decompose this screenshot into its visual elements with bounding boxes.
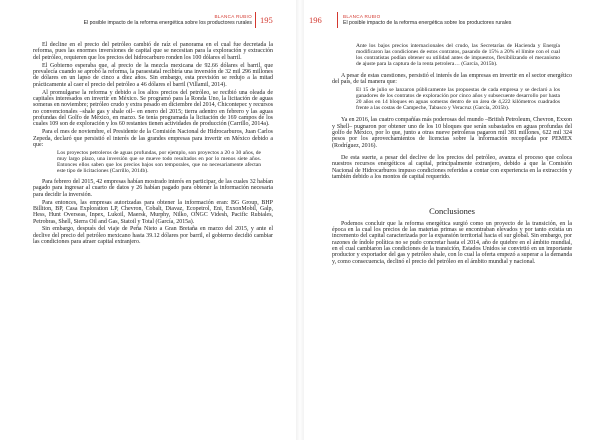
header-author: BLANCA RUBIO bbox=[343, 14, 381, 19]
header-author: BLANCA RUBIO bbox=[214, 14, 252, 19]
paragraph: Para entonces, las empresas autorizadas para obtener la información eran: BG Group, BHP Billiton, BP, Casa Exploration LP, Chevron, Cobalt, Diavaz, Ecopetrol, Eni, ExxonMobil, Galp, Hess, Hunt Overseas, Inpex, Lukoil, Maersk, Murphy, Nilko, ONGC Videsh, Pacific Rubiales, Petrobras, Shell, Sierra Oil and Gas, Statoil y Total (García, 2015a). bbox=[33, 199, 273, 225]
left-body-text bbox=[33, 42, 273, 247]
paragraph: El Gobierno esperaba que, al precio de la mezcla mexicana de 92.66 dólares el barril, que prevalecía cuando se aprobó la reforma, la paraestatal recibiría una inversión de 32 mil 296 millones de dólares en un lapso de cinco a diez años. Sin embargo, esta previsión se redujo a la mitad prácticamente al caer el precio del petróleo a 46 dólares el barril (Villamil, 2014). bbox=[33, 62, 273, 88]
block-quote: Los proyectos petroleros de aguas profundas, por ejemplo, son proyectos a 20 o 30 años, de muy largo plazo, una inversión que se mueve todo resultados en por lo menos siete años. Entonces ellos saben que los precios bajos son temporales, que no necesariamente afectan este tipo de licitaciones (Carrillo, 2014b). bbox=[57, 149, 261, 174]
page-number: 195 bbox=[260, 15, 273, 25]
paragraph: Sin embargo, después del viaje de Peña Nieto a Gran Bretaña en marzo del 2015, y ante el declive del precio del petróleo mexicano hasta 39.12 dólares por barril, el gobierno decidió cambiar las condiciones para atraer capital extranjero. bbox=[33, 226, 273, 246]
header-divider bbox=[337, 12, 338, 28]
page-number: 196 bbox=[309, 15, 322, 25]
header-divider bbox=[255, 12, 256, 28]
left-page bbox=[0, 0, 296, 440]
running-header bbox=[343, 13, 511, 27]
header-subtitle: El posible impacto de la reforma energética sobre los productores rurales bbox=[83, 20, 252, 26]
header-subtitle: El posible impacto de la reforma energética sobre los productores rurales bbox=[343, 20, 512, 26]
paragraph: Podemos concluir que la reforma energética surgió como un proyecto de la transición, en la época en la cual los precios de las materias primas se encontraban elevados y por tanto existía un incremento del capital caracterizada por la expansión territorial hacia el sur global. Sin embargo, por razones de índole política no se pudo concretar hasta el 2014, año de quiebre en el ámbito mundial, en el cual cambiaron las condiciones de la transición, Estados Unidos se convirtió en un importante productor y exportador del gas y petróleo shale, con lo cual la oferta empezó a superar a la demanda y, como consecuencia, declinó el precio del petróleo en el ámbito mundial y nacional. bbox=[332, 220, 572, 265]
block-quote: El 15 de julio se lanzaron públicamente las propuestas de cada empresa y se declaró a los ganadores de los contratos de exploración por cinco años y subsecuente desarrollo por hasta 20 años en 14 bloques en aguas someras dentro de un área de 4,222 kilómetros cuadrados frente a las costas de Campeche, Tabasco y Veracruz (García, 2015b). bbox=[356, 87, 560, 112]
paragraph: Para febrero del 2015, 42 empresas habían mostrado interés en participar, de las cuales 32 habían pagado para ingresar al cuarto de datos y 26 habían pagado para obtener la información necesaria para decidir la inversión. bbox=[33, 178, 273, 198]
running-header bbox=[84, 13, 252, 27]
paragraph: A pesar de estas cuestiones, persistió el interés de las empresas en invertir en el sector energético del país, de tal manera que: bbox=[332, 73, 572, 86]
section-heading: Conclusiones bbox=[429, 206, 475, 217]
paragraph: Ya en 2016, las cuatro compañías más poderosas del mundo –British Petroleum, Chevron, Exxon y Shell– pugnaron por obtener uno de los 10 bloques que serán subastados en aguas profundas del golfo de México, por lo que, junto a otras nueve petroleras pagaron mil 381 millones, 622 mil 324 pesos por los aprovechamientos de licencias sobre la información recopilada por PEMEX (Rodríguez, 2016). bbox=[332, 117, 572, 149]
book-gutter bbox=[296, 0, 304, 440]
paragraph: El decline en el precio del petróleo cambió de raíz el panorama en el cual fue decretada la reforma, pues las enormes inversiones de capital que se necesitan para la exploración y extracción del petróleo, requieren que los precios del hidrocarburo ronden los 100 dólares el barril. bbox=[33, 42, 273, 61]
paragraph: De esta suerte, a pesar del declive de los precios del petróleo, avanza el proceso que coloca nuestros recursos energéticos al capital, principalmente extranjero, debido a que la Comisión Nacional de Hidrocarburos impuso condiciones referidas a contar con experiencia en la extracción y también debido a los montos de capital requerido. bbox=[332, 155, 572, 181]
block-quote: Ante los bajos precios internacionales del crudo, las Secretarías de Hacienda y Energía modificaron las condiciones de estos contratos, pasando de 15% a 20% el límite con el cual los contratistas podían obtener su utilidad antes de impuestos, flexibilizando el mecanismo de ajuste para la captura de la renta petrolera… (García, 2015b). bbox=[356, 43, 560, 67]
paragraph: Para el mes de noviembre, el Presidente de la Comisión Nacional de Hidrocarburos, Juan Carlos Zepeda, declaró que persistió el interés de las grandes empresas para invertir en México debido a que: bbox=[33, 129, 273, 148]
right-page bbox=[304, 0, 600, 440]
paragraph: Al promulgarse la reforma y debido a los altos precios del petróleo, se recibió una oleada de capitales interesados en invertir en México. Se programó para la Ronda Uno, la licitación de aguas someras en noviembre; petróleo crudo y extra pesado en diciembre del 2014, Chicontepec y recursos no convencionales –shale gas y shale oil– en enero del 2015; tierra adentro en febrero y las aguas profundas del Golfo de México, en marzo. Se tenía programada la licitación de 169 campos de los cuales 109 son de exploración y los 60 restantes tienen actividades de producción (Carrillo, 2014a). bbox=[33, 89, 273, 128]
right-body-text bbox=[332, 42, 572, 267]
